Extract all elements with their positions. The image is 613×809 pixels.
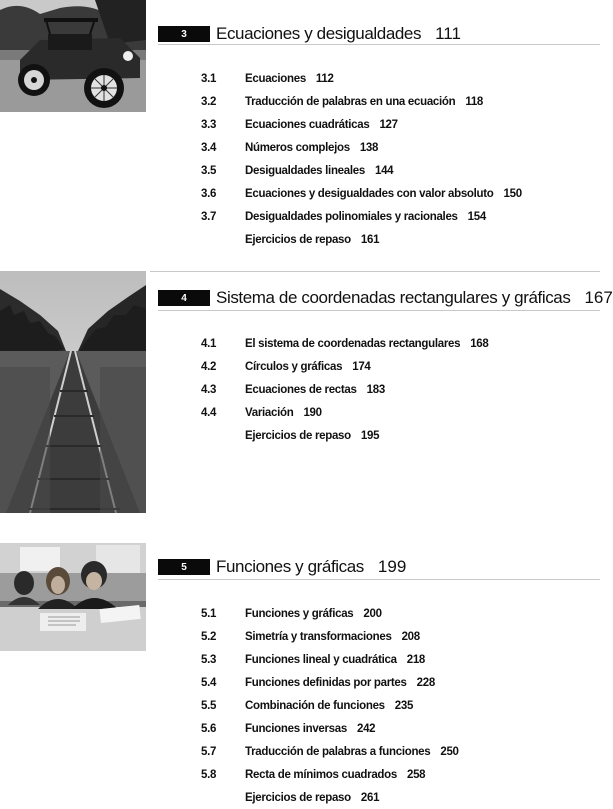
section-page: 258: [406, 768, 426, 781]
section-title: Ecuaciones de rectas: [245, 383, 357, 396]
section-title: Variación: [245, 406, 294, 419]
section-page: 168: [470, 337, 489, 350]
toc-entry[interactable]: [201, 763, 459, 786]
chapter-page: 167: [584, 288, 613, 307]
section-page: 127: [379, 118, 398, 131]
section-title: Desigualdades polinomiales y racionales: [245, 210, 458, 223]
toc-entry[interactable]: [201, 648, 459, 671]
section-page: 242: [356, 722, 376, 735]
section-number: 3.5: [201, 164, 217, 177]
section-number: 3.1: [201, 72, 217, 85]
section-page: 200: [363, 607, 382, 620]
section-number: 3.6: [201, 187, 217, 200]
chapter-title: Sistema de coordenadas rectangulares y gráficas: [216, 288, 571, 307]
section-page: 138: [359, 141, 379, 154]
section-page: 174: [352, 360, 371, 373]
section-title: Círculos y gráficas: [245, 360, 343, 373]
chapter-page: 111: [435, 24, 461, 43]
section-title: Traducción de palabras a funciones: [245, 745, 431, 758]
section-page: 154: [467, 210, 486, 223]
section-title: Ecuaciones cuadráticas: [245, 118, 370, 131]
section-page: 235: [394, 699, 414, 712]
chapter-number-badge: 4: [158, 290, 210, 306]
section-page: 150: [503, 187, 522, 200]
section-number: 3.4: [201, 141, 217, 154]
review-page: 195: [360, 429, 380, 442]
review-title: Ejercicios de repaso: [245, 791, 351, 804]
review-title: Ejercicios de repaso: [245, 429, 351, 442]
section-number: 3.7: [201, 210, 217, 223]
toc-entry[interactable]: [201, 717, 459, 740]
section-number: 3.2: [201, 95, 217, 108]
chapter-number-badge: 5: [158, 559, 210, 575]
section-number: 5.1: [201, 607, 217, 620]
section-page: 144: [374, 164, 394, 177]
section-title: Combinación de funciones: [245, 699, 385, 712]
toc-entry[interactable]: [201, 625, 459, 648]
section-number: 4.2: [201, 360, 217, 373]
section-page: 228: [416, 676, 435, 689]
section-title: Desigualdades lineales: [245, 164, 365, 177]
section-page: 190: [303, 406, 322, 419]
section-title: Funciones inversas: [245, 722, 347, 735]
section-number: 4.1: [201, 337, 217, 350]
toc-entry[interactable]: [201, 671, 459, 694]
chapter-title: Ecuaciones y desigualdades: [216, 24, 422, 43]
section-number: 4.3: [201, 383, 217, 396]
chapter-title: Funciones y gráficas: [216, 557, 364, 576]
students-studying-photo: [0, 543, 146, 651]
review-page: 161: [360, 233, 380, 246]
section-number: 3.3: [201, 118, 217, 131]
toc-entry[interactable]: [201, 740, 459, 763]
section-page: 118: [465, 95, 484, 108]
section-number: 5.7: [201, 745, 217, 758]
section-title: Simetría y transformaciones: [245, 630, 392, 643]
section-number: 5.6: [201, 722, 217, 735]
section-page: 218: [406, 653, 426, 666]
section-number: 5.5: [201, 699, 217, 712]
section-title: El sistema de coordenadas rectangulares: [245, 337, 461, 350]
section-page: 112: [315, 72, 334, 85]
review-title: Ejercicios de repaso: [245, 233, 351, 246]
section-title: Funciones definidas por partes: [245, 676, 407, 689]
chapter-divider: [158, 579, 600, 580]
section-title: Recta de mínimos cuadrados: [245, 768, 397, 781]
section-page: 183: [366, 383, 385, 396]
section-page: 208: [401, 630, 420, 643]
section-list: [201, 602, 459, 809]
section-number: 4.4: [201, 406, 217, 419]
chapter-5-heading: [158, 557, 406, 577]
chapter-number-badge: 3: [158, 26, 210, 42]
section-page: 250: [440, 745, 459, 758]
toc-entry[interactable]: [201, 602, 459, 625]
section-number: 5.2: [201, 630, 217, 643]
section-title: Traducción de palabras en una ecuación: [245, 95, 456, 108]
chapter-page: 199: [377, 557, 407, 576]
section-title: Números complejos: [245, 141, 350, 154]
section-number: 5.3: [201, 653, 217, 666]
section-title: Funciones lineal y cuadrática: [245, 653, 397, 666]
section-title: Funciones y gráficas: [245, 607, 354, 620]
section-title: Ecuaciones y desigualdades con valor absoluto: [245, 187, 494, 200]
section-title: Ecuaciones: [245, 72, 306, 85]
review-exercises-entry[interactable]: [201, 786, 459, 809]
toc-entry[interactable]: [201, 694, 459, 717]
section-number: 5.8: [201, 768, 217, 781]
review-page: 261: [360, 791, 380, 804]
section-number: 5.4: [201, 676, 217, 689]
